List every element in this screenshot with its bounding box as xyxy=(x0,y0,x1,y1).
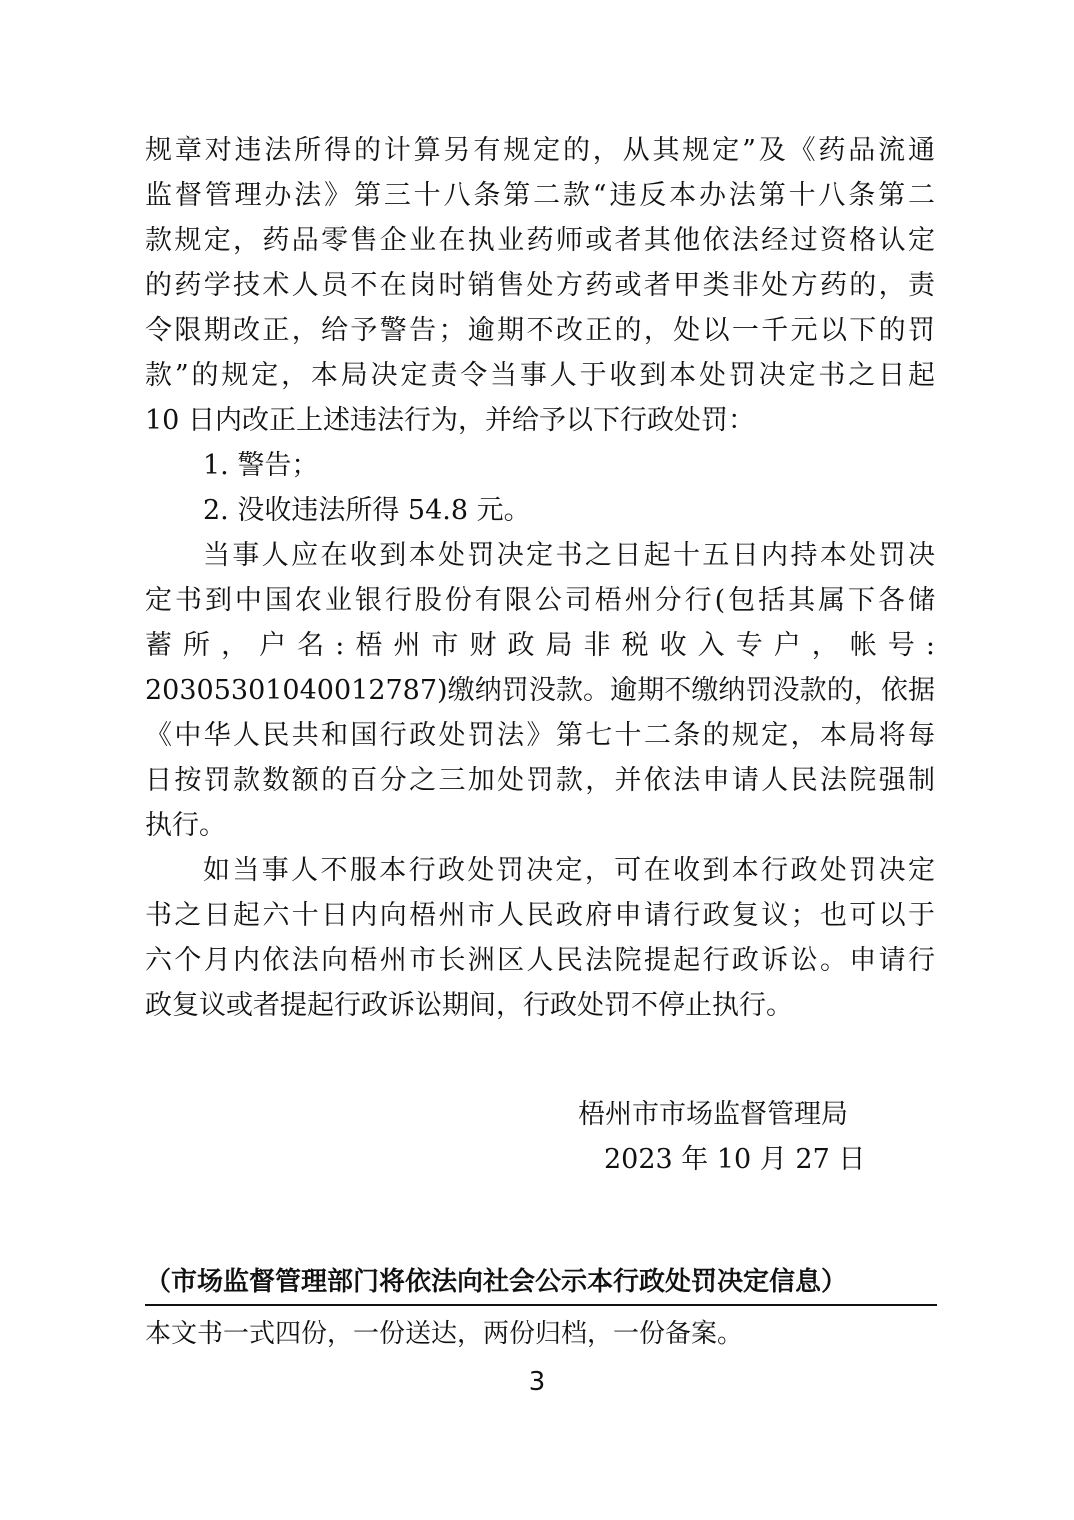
body-line: 《中华人民共和国行政处罚法》第七十二条的规定，本局将每 xyxy=(145,720,935,751)
body-line: 书之日起六十日内向梧州市人民政府申请行政复议；也可以于 xyxy=(145,900,935,931)
body-line: 规章对违法所得的计算另有规定的，从其规定”及《药品流通 xyxy=(145,135,935,166)
body-line: 定书到中国农业银行股份有限公司梧州分行(包括其属下各储 xyxy=(145,585,935,616)
issue-date: 2023 年 10 月 27 日 xyxy=(604,1144,866,1175)
body-line: 款规定，药品零售企业在执业药师或者其他依法经过资格认定 xyxy=(145,225,935,256)
decision-body xyxy=(145,128,935,1028)
copies-note: 本文书一式四份，一份送达，两份归档，一份备案。 xyxy=(145,1319,744,1349)
body-line: 蓄所，户名:梧州市财政局非税收入专户，帐号: xyxy=(145,630,935,661)
issuing-authority: 梧州市市场监督管理局 xyxy=(578,1099,848,1130)
penalty-item-confiscation: 2. 没收违法所得 54.8 元。 xyxy=(203,495,531,526)
body-line: 监督管理办法》第三十八条第二款“违反本办法第十八条第二 xyxy=(145,180,935,211)
page-number: 3 xyxy=(528,1367,546,1397)
signature-block xyxy=(578,1092,865,1182)
body-line: 20305301040012787)缴纳罚没款。逾期不缴纳罚没款的，依据 xyxy=(145,675,935,706)
penalty-item-warning: 1. 警告； xyxy=(203,450,319,481)
body-line: 执行。 xyxy=(145,810,226,841)
body-line: 六个月内依法向梧州市长洲区人民法院提起行政诉讼。申请行 xyxy=(145,945,935,976)
body-line: 的药学技术人员不在岗时销售处方药或者甲类非处方药的，责 xyxy=(145,270,935,301)
body-line: 款”的规定，本局决定责令当事人于收到本处罚决定书之日起 xyxy=(145,360,935,391)
body-line: 日按罚款数额的百分之三加处罚款，并依法申请人民法院强制 xyxy=(145,765,935,796)
body-line: 10 日内改正上述违法行为，并给予以下行政处罚： xyxy=(145,405,755,436)
body-line: 如当事人不服本行政处罚决定，可在收到本行政处罚决定 xyxy=(203,855,935,886)
body-line: 令限期改正，给予警告；逾期不改正的，处以一千元以下的罚 xyxy=(145,315,935,346)
publicity-notice: （市场监督管理部门将依法向社会公示本行政处罚决定信息） xyxy=(145,1262,937,1306)
body-line: 政复议或者提起行政诉讼期间，行政处罚不停止执行。 xyxy=(145,990,793,1021)
body-line: 当事人应在收到本处罚决定书之日起十五日内持本处罚决 xyxy=(203,540,935,571)
